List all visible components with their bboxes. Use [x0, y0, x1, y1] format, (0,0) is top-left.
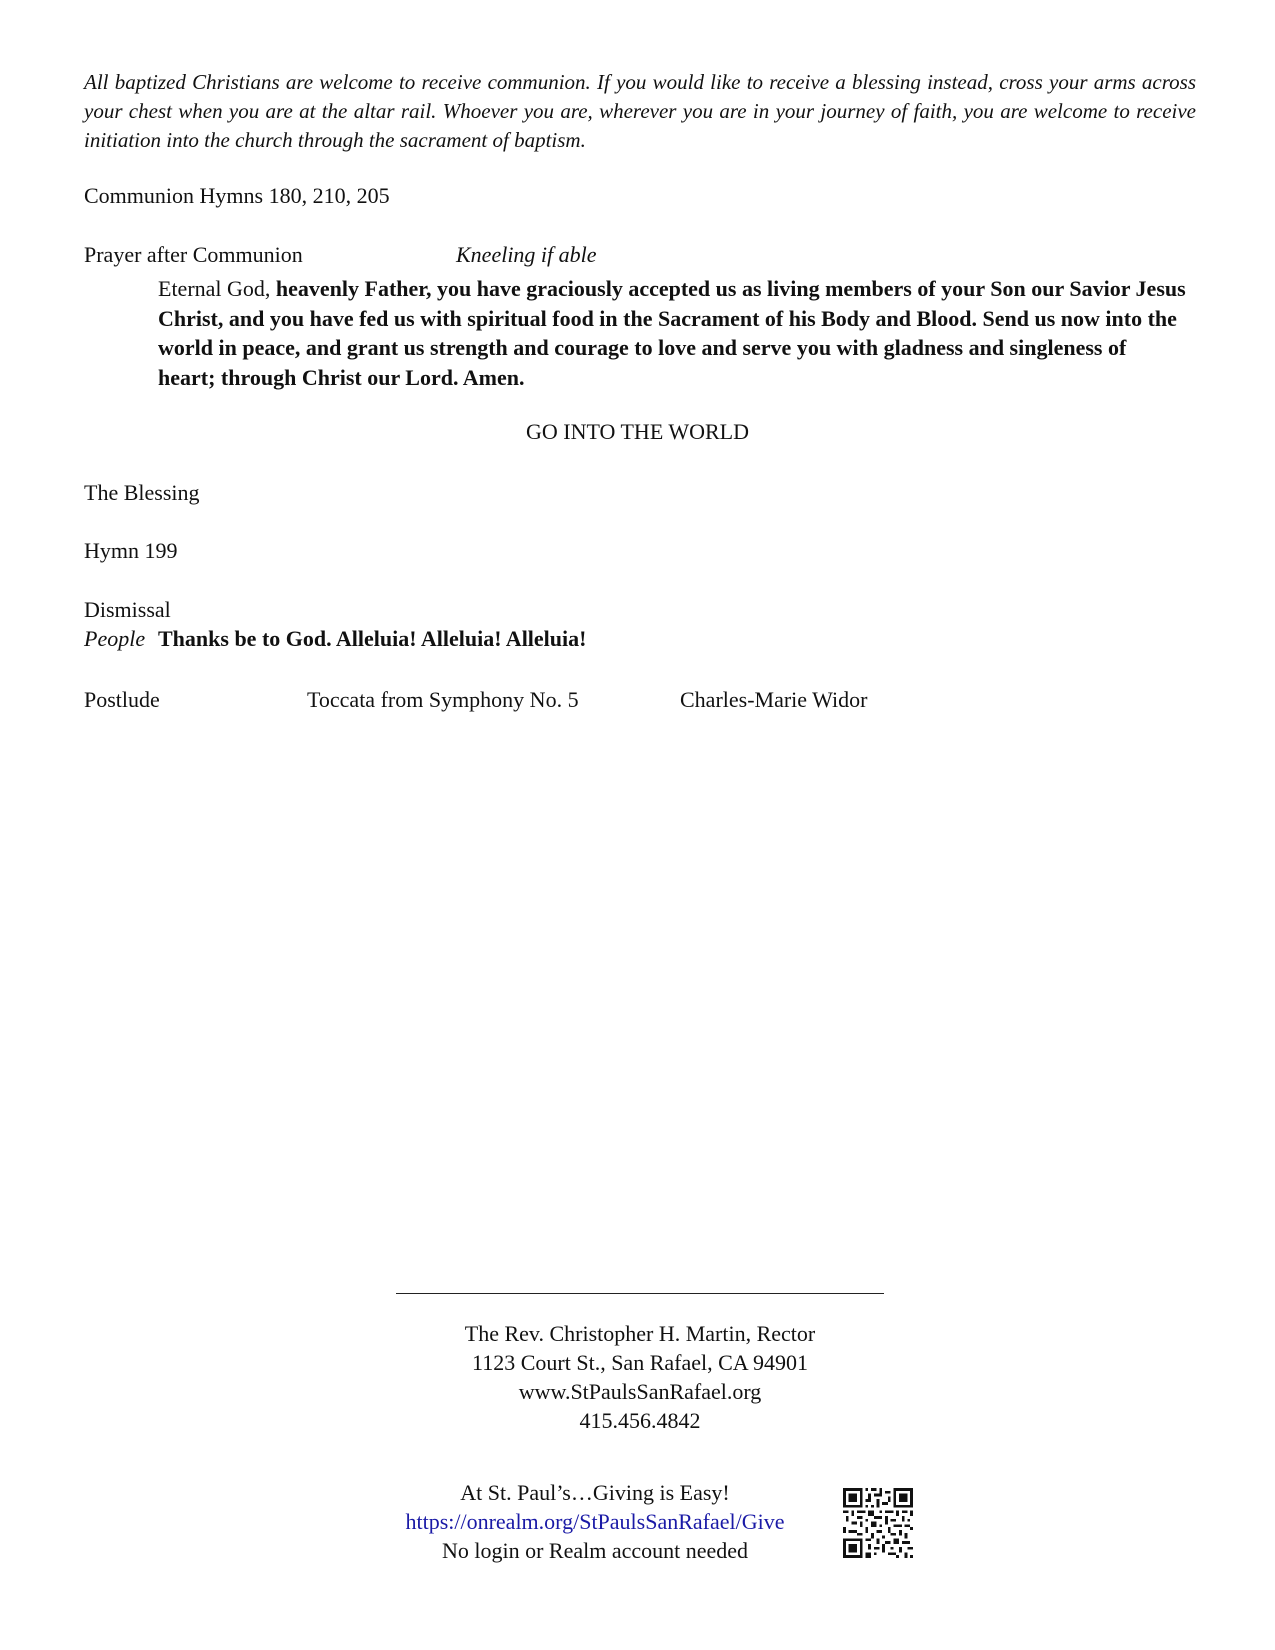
the-blessing: The Blessing [84, 480, 200, 505]
kneeling-rubric: Kneeling if able [456, 242, 597, 267]
dismissal-speaker: People [84, 626, 146, 651]
giving-headline: At St. Paul’s…Giving is Easy! [460, 1480, 730, 1505]
postlude-label: Postlude [84, 687, 160, 712]
post-communion-prayer [158, 274, 1188, 392]
postlude-piece: Toccata from Symphony No. 5 [307, 687, 579, 712]
prayer-lead: Eternal God, [158, 276, 276, 301]
prayer-response: heavenly Father, you have graciously accepted us as living members of your Son our Savior Jesus Christ, and you have fed us with spiritual food in the Sacrament of his Body and Blood. Send us now into the world in peace, and grant us strength and courage to love and serve you with gladness and singleness of heart; through Christ our Lord. Amen. [158, 276, 1186, 390]
footer-divider [396, 1293, 884, 1294]
communion-invitation: All baptized Christians are welcome to receive communion. If you would like to receive a blessing instead, cross your arms across your chest when you are at the altar rail. Whoever you are, wherever you are in your journey of faith, you are welcome to receive initiation into the church through the sacrament of baptism. [84, 70, 1196, 152]
church-website[interactable]: www.StPaulsSanRafael.org [518, 1379, 762, 1404]
giving-link[interactable]: https://onrealm.org/StPaulsSanRafael/Give [405, 1509, 785, 1534]
closing-hymn: Hymn 199 [84, 538, 178, 563]
church-address: 1123 Court St., San Rafael, CA 94901 [472, 1350, 808, 1375]
giving-note: No login or Realm account needed [441, 1538, 749, 1563]
rector-name: The Rev. Christopher H. Martin, Rector [464, 1321, 816, 1346]
postlude-composer: Charles-Marie Widor [680, 687, 868, 712]
dismissal-response: Thanks be to God. Alleluia! Alleluia! Alleluia! [158, 626, 587, 651]
communion-hymns: Communion Hymns 180, 210, 205 [84, 183, 390, 208]
qr-code-icon[interactable] [843, 1488, 913, 1558]
church-phone: 415.456.4842 [579, 1408, 701, 1433]
prayer-after-communion-title: Prayer after Communion [84, 242, 303, 267]
section-heading: GO INTO THE WORLD [525, 419, 750, 444]
dismissal-title: Dismissal [84, 597, 171, 622]
